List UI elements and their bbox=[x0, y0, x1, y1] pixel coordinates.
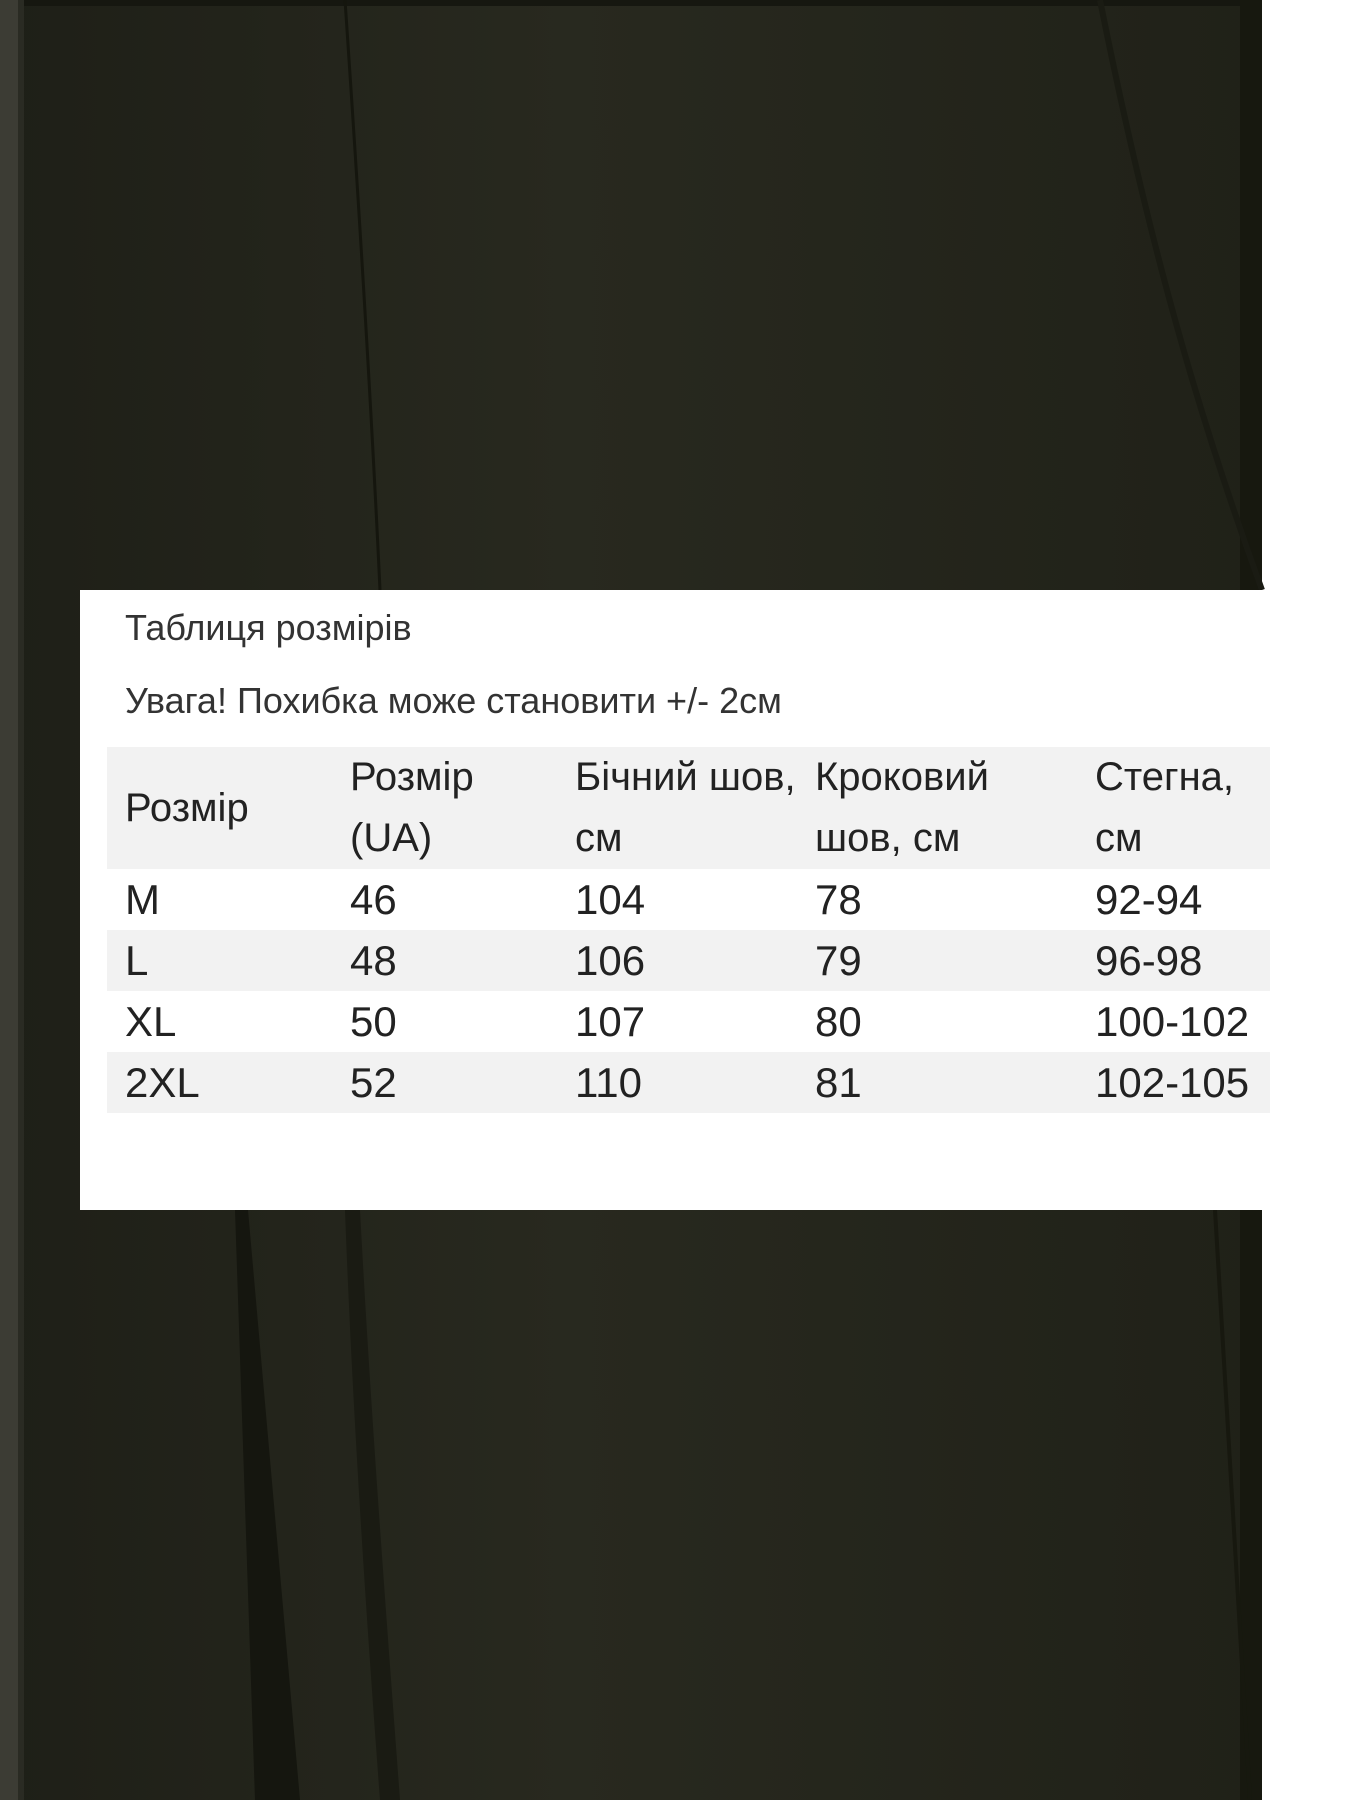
cell-hips: 92-94 bbox=[1077, 869, 1270, 930]
cell-side-seam: 110 bbox=[557, 1052, 797, 1113]
header-inseam: Кроковий шов, см bbox=[797, 747, 1077, 869]
cell-side-seam: 104 bbox=[557, 869, 797, 930]
cell-size-ua: 50 bbox=[332, 991, 557, 1052]
cell-size: M bbox=[107, 869, 332, 930]
cell-size: XL bbox=[107, 991, 332, 1052]
tolerance-note: Увага! Похибка може становити +/- 2см bbox=[125, 680, 782, 721]
cell-size-ua: 52 bbox=[332, 1052, 557, 1113]
cell-inseam: 78 bbox=[797, 869, 1077, 930]
cell-inseam: 79 bbox=[797, 930, 1077, 991]
cell-inseam: 81 bbox=[797, 1052, 1077, 1113]
cell-size-ua: 46 bbox=[332, 869, 557, 930]
table-row bbox=[107, 1052, 1270, 1113]
cell-size: 2XL bbox=[107, 1052, 332, 1113]
size-chart-card bbox=[80, 590, 1270, 1210]
size-chart-title: Таблиця розмірів bbox=[125, 607, 412, 648]
cell-size-ua: 48 bbox=[332, 930, 557, 991]
header-side-seam: Бічний шов, см bbox=[557, 747, 797, 869]
table-header-row bbox=[107, 747, 1270, 869]
cell-hips: 100-102 bbox=[1077, 991, 1270, 1052]
size-table bbox=[107, 747, 1270, 1113]
header-size-ua: Розмір (UA) bbox=[332, 747, 557, 869]
cell-side-seam: 107 bbox=[557, 991, 797, 1052]
cell-inseam: 80 bbox=[797, 991, 1077, 1052]
cell-size: L bbox=[107, 930, 332, 991]
table-row bbox=[107, 869, 1270, 930]
table-row bbox=[107, 991, 1270, 1052]
cell-side-seam: 106 bbox=[557, 930, 797, 991]
header-size: Розмір bbox=[107, 747, 332, 869]
cell-hips: 102-105 bbox=[1077, 1052, 1270, 1113]
header-hips: Стегна, см bbox=[1077, 747, 1270, 869]
table-row bbox=[107, 930, 1270, 991]
cell-hips: 96-98 bbox=[1077, 930, 1270, 991]
